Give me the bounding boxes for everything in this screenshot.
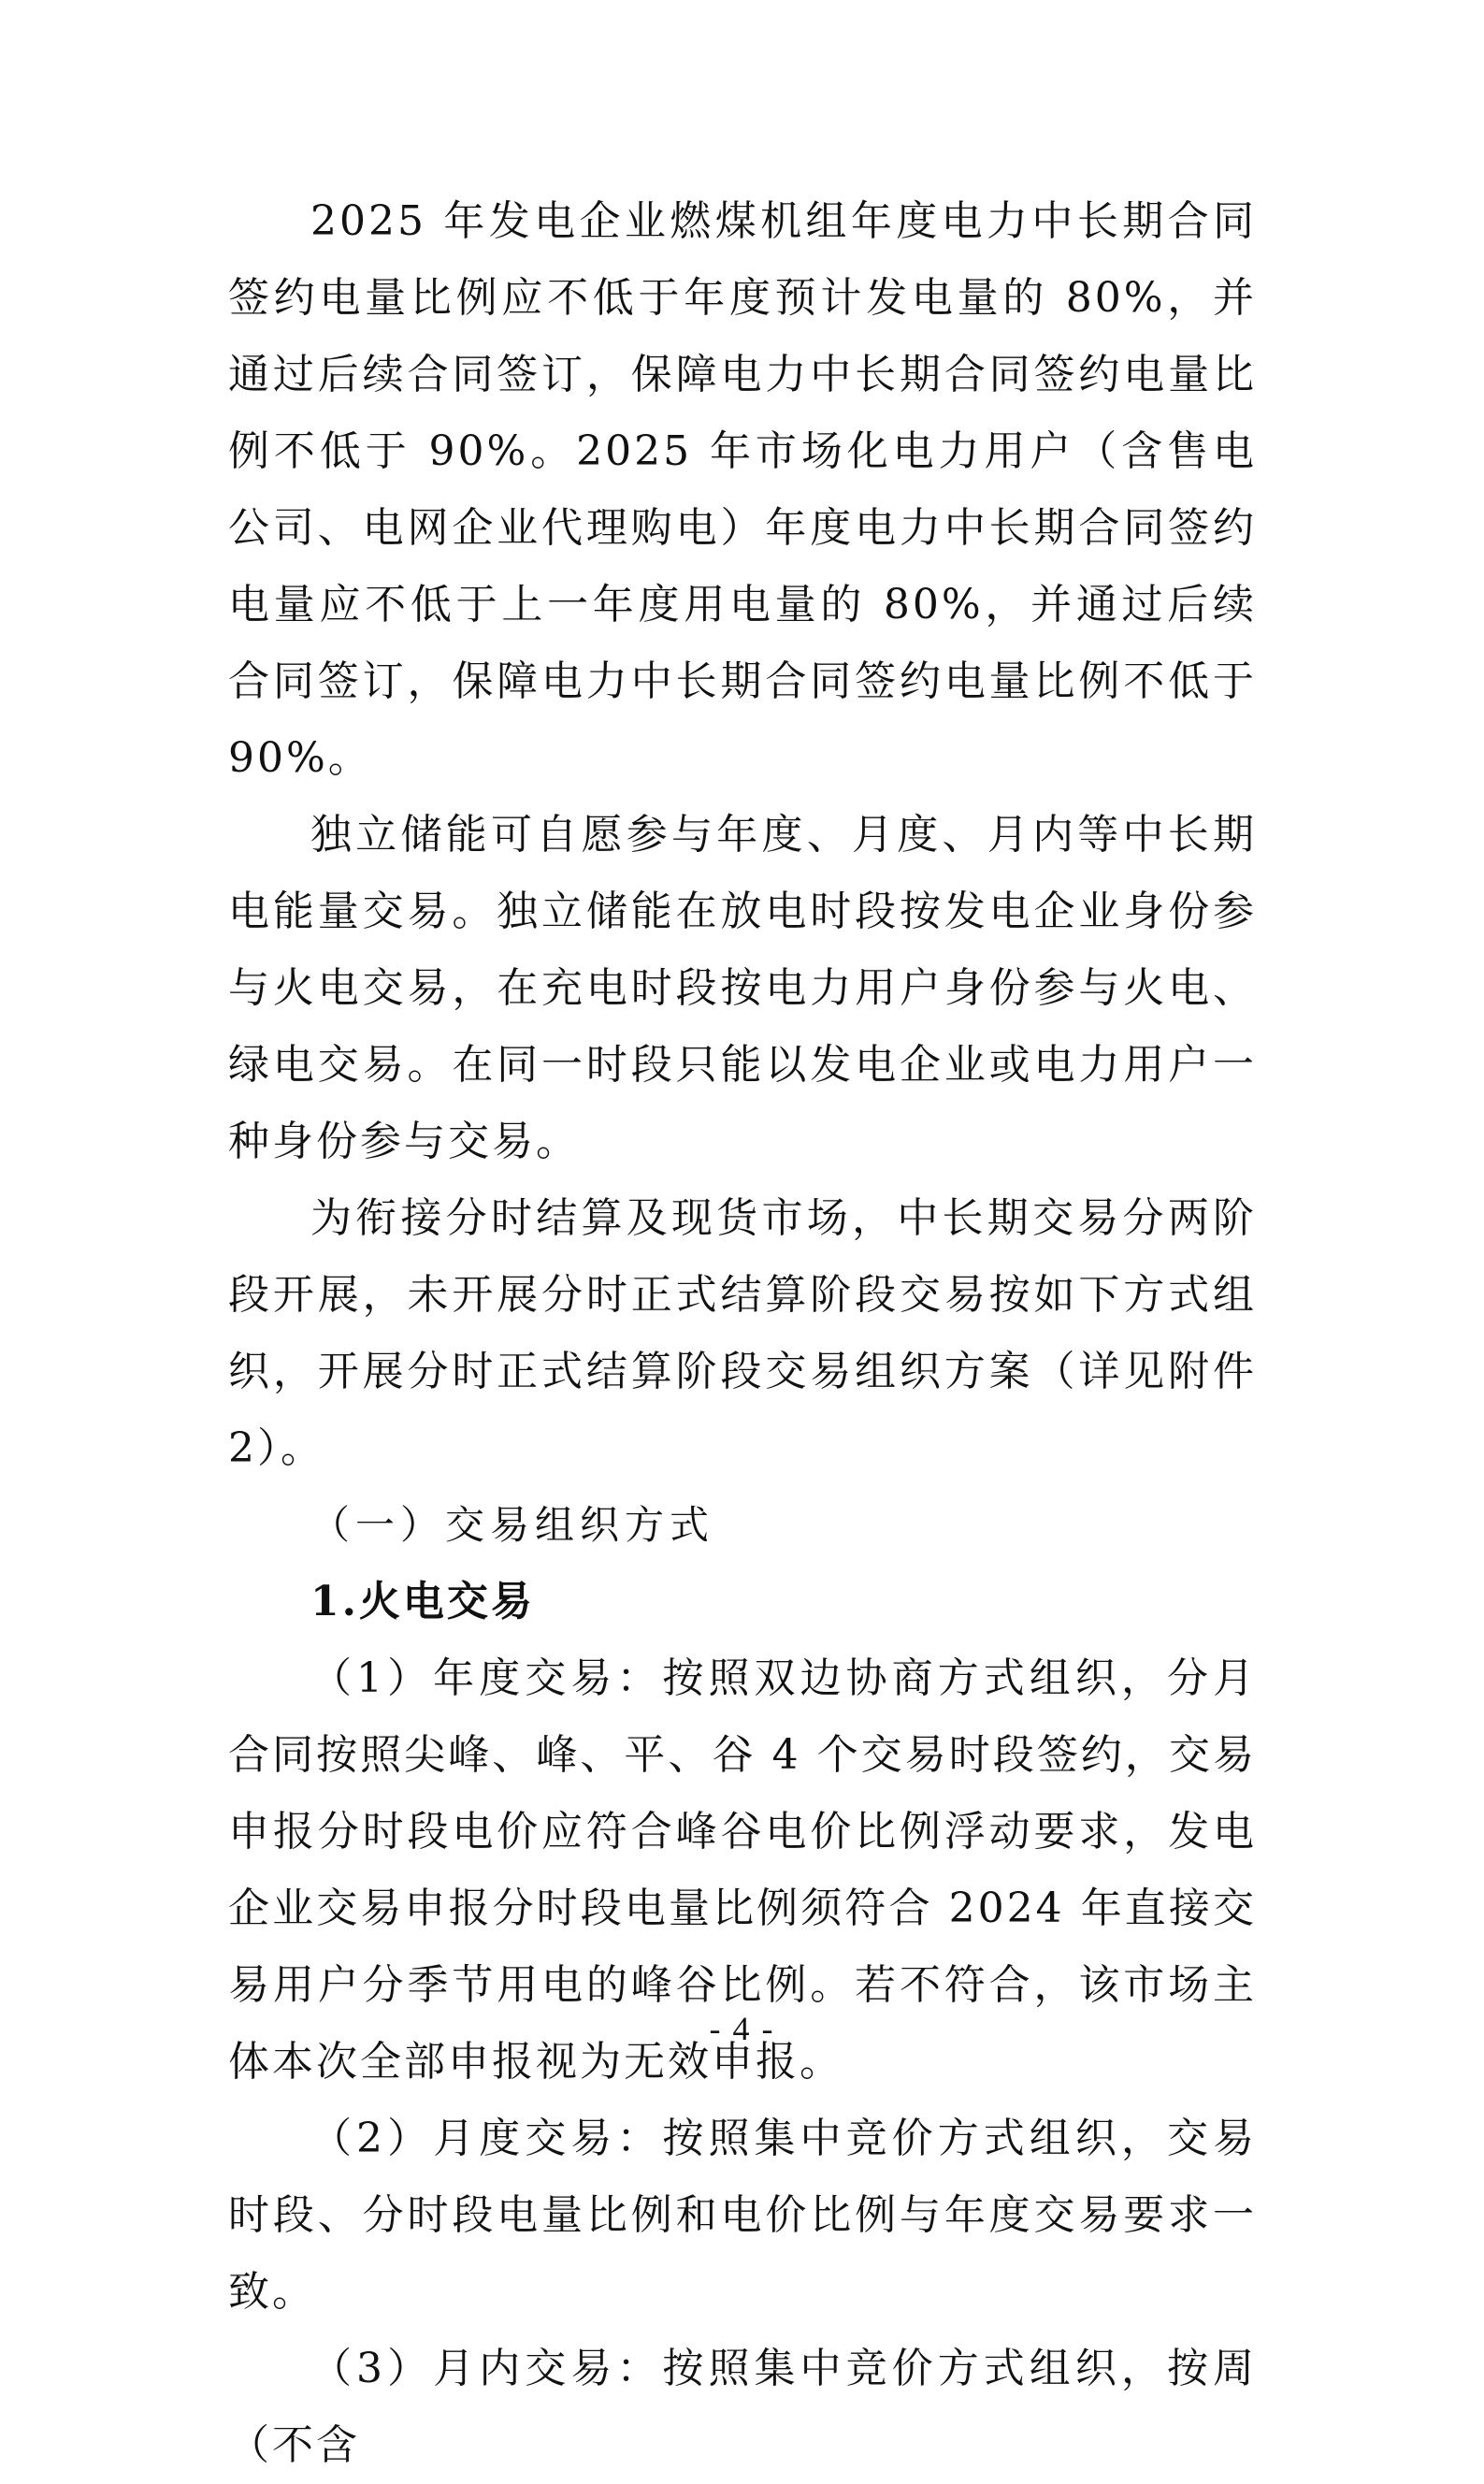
document-body (228, 183, 1257, 2484)
paragraph-intramonth-trade: （3）月内交易：按照集中竞价方式组织，按周（不含 (228, 2345, 1257, 2469)
paragraph-independent-storage: 独立储能可自愿参与年度、月度、月内等中长期电能量交易。独立储能在放电时段按发电企业身份参与火电交易，在充电时段按电力用户身份参与火电、绿电交易。在同一时段只能以发电企业或电力用户一种身份参与交易。 (228, 811, 1257, 1165)
subsection-heading: 1.火电交易 (310, 1578, 535, 1625)
page-number: - 4 - (709, 2010, 775, 2047)
paragraph-annual-trade: （1）年度交易：按照双边协商方式组织，分月合同按照尖峰、峰、平、谷 4 个交易时段签约，交易申报分时段电价应符合峰谷电价比例浮动要求，发电企业交易申报分时段电量比例须符合 2024 年直接交易用户分季节用电的峰谷比例。若不符合，该市场主体本次全部申报视为无效申报。 (228, 1654, 1257, 2086)
paragraph-two-stage: 为衔接分时结算及现货市场，中长期交易分两阶段开展，未开展分时正式结算阶段交易按如下方式组织，开展分时正式结算阶段交易组织方案（详见附件 2）。 (228, 1194, 1257, 1472)
section-heading: （一）交易组织方式 (310, 1502, 715, 1548)
paragraph-contract-ratio: 2025 年发电企业燃煤机组年度电力中长期合同签约电量比例应不低于年度预计发电量的 80%，并通过后续合同签订，保障电力中长期合同签约电量比例不低于 90%。2025 年市场化电力用户（含售电公司、电网企业代理购电）年度电力中长期合同签约电量应不低于上一年度用电量的 80%，并通过后续合同签订，保障电力中长期合同签约电量比例不低于 90%。 (228, 197, 1257, 782)
paragraph-monthly-trade: （2）月度交易：按照集中竞价方式组织，交易时段、分时段电量比例和电价比例与年度交易要求一致。 (228, 2115, 1257, 2316)
